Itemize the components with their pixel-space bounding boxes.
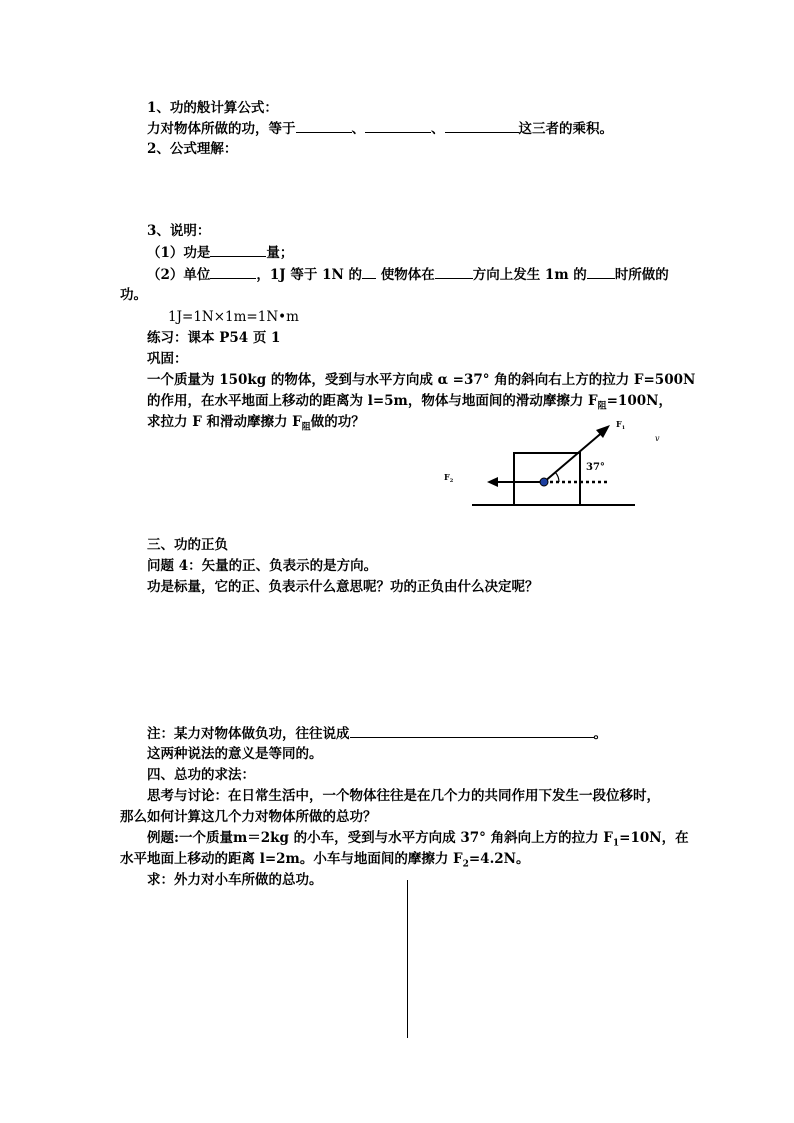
discussion-line-1: 思考与讨论：在日常生活中，一个物体往往是在几个力的共同作用下发生一段位移时， xyxy=(147,788,660,804)
item2-text-e: 时所做的 xyxy=(614,267,669,283)
blank-quantity-type xyxy=(210,243,266,257)
note-item-1 xyxy=(147,243,293,262)
question-4: 问题 4：矢量的正、负表示的是方向。 xyxy=(147,558,378,574)
blank-negative-work xyxy=(350,724,594,738)
problem-line-3-b: 做的功？ xyxy=(310,414,365,430)
problem-line-3-a: 求拉力 F 和滑动摩擦力 F xyxy=(147,414,302,430)
note-item-2-wrap: 功。 xyxy=(120,287,147,303)
sign-question: 功是标量，它的正、负表示什么意思呢？功的正负由什么决定呢？ xyxy=(147,579,539,595)
discussion-line-2: 那么如何计算这几个力对物体所做的总功？ xyxy=(120,809,377,825)
item2-text-b: ，1J 等于 1N 的 xyxy=(256,267,363,283)
example-line-2-b: =4.2N。 xyxy=(468,851,530,867)
section1-title: 1、功的般计算公式： xyxy=(147,100,278,116)
friction-subscript-2: 阻 xyxy=(301,422,311,433)
force-f2-arrowhead xyxy=(487,477,498,487)
formula-text-a: 力对物体所做的功，等于 xyxy=(147,121,296,137)
note-text-a: 注：某力对物体做负功，往往说成 xyxy=(147,726,350,742)
blank-direction xyxy=(435,265,473,279)
item1-text-a: （1）功是 xyxy=(147,245,211,261)
consolidate-label: 巩固： xyxy=(147,351,188,367)
blank-displacement-2 xyxy=(587,265,615,279)
angle-label: 37° xyxy=(586,462,605,473)
f2-subscript: 2 xyxy=(462,859,469,870)
note-item-2 xyxy=(147,265,669,284)
f1-label: $F_1$ xyxy=(616,419,626,431)
center-of-mass-dot xyxy=(540,478,548,486)
part3-title: 三、功的正负 xyxy=(147,537,228,553)
note-text-b: 。 xyxy=(593,726,607,742)
item2-text-d: 方向上发生 1m 的 xyxy=(472,267,587,283)
sep-1: 、 xyxy=(351,121,365,137)
blank-force-type xyxy=(362,265,376,279)
force-f1-arrow xyxy=(544,430,605,482)
practice-line: 练习：课本 P54 页 1 xyxy=(147,330,281,346)
note-equivalence: 这两种说法的意义是等同的。 xyxy=(147,746,323,762)
example-line-2-a: 水平地面上移动的距离 l=2m。小车与地面间的摩擦力 F xyxy=(120,851,463,867)
f2-label: $F_2$ xyxy=(444,472,454,484)
item2-text-a: （2）单位 xyxy=(147,267,211,283)
problem-line-2-b: =100N， xyxy=(606,393,672,409)
note-line xyxy=(147,724,607,743)
item2-text-c: 使物体在 xyxy=(376,267,435,283)
force-diagram xyxy=(440,416,660,516)
blank-displacement xyxy=(365,119,431,133)
blank-unit xyxy=(210,265,256,279)
example-line-1-a: 例题:一个质量m＝2kg 的小车，受到与水平方向成 37° 角斜向上方的拉力 F xyxy=(147,830,613,846)
section3-title: 3、说明： xyxy=(147,223,211,239)
item1-text-b: 量； xyxy=(266,245,294,261)
part4-title: 四、总功的求法： xyxy=(147,767,255,783)
blank-cosine xyxy=(445,119,519,133)
problem-line-1: 一个质量为 150kg 的物体，受到与水平方向成 α =37° 角的斜向右上方的拉力 F=500N xyxy=(147,372,696,388)
answer-divider xyxy=(407,880,408,1038)
formula-text-end: 这三者的乘积。 xyxy=(518,121,613,137)
unit-formula: 1J=1N×1m=1N•m xyxy=(168,309,299,325)
work-formula-line xyxy=(147,119,613,138)
blank-force xyxy=(296,119,352,133)
problem-line-3 xyxy=(147,413,365,437)
f1-subscript: 1 xyxy=(612,838,620,849)
example-line-1-b: =10N，在 xyxy=(619,830,689,846)
friction-subscript: 阻 xyxy=(597,401,607,412)
section2-title: 2、公式理解： xyxy=(147,141,238,157)
angle-arc xyxy=(555,472,559,482)
sep-2: 、 xyxy=(431,121,445,137)
total-work-ask: 求：外力对小车所做的总功。 xyxy=(147,872,323,888)
velocity-label: v xyxy=(655,434,660,443)
problem-line-2-a: 的作用，在水平地面上移动的距离为 l=5m，物体与地面间的滑动摩擦力 F xyxy=(147,393,598,409)
